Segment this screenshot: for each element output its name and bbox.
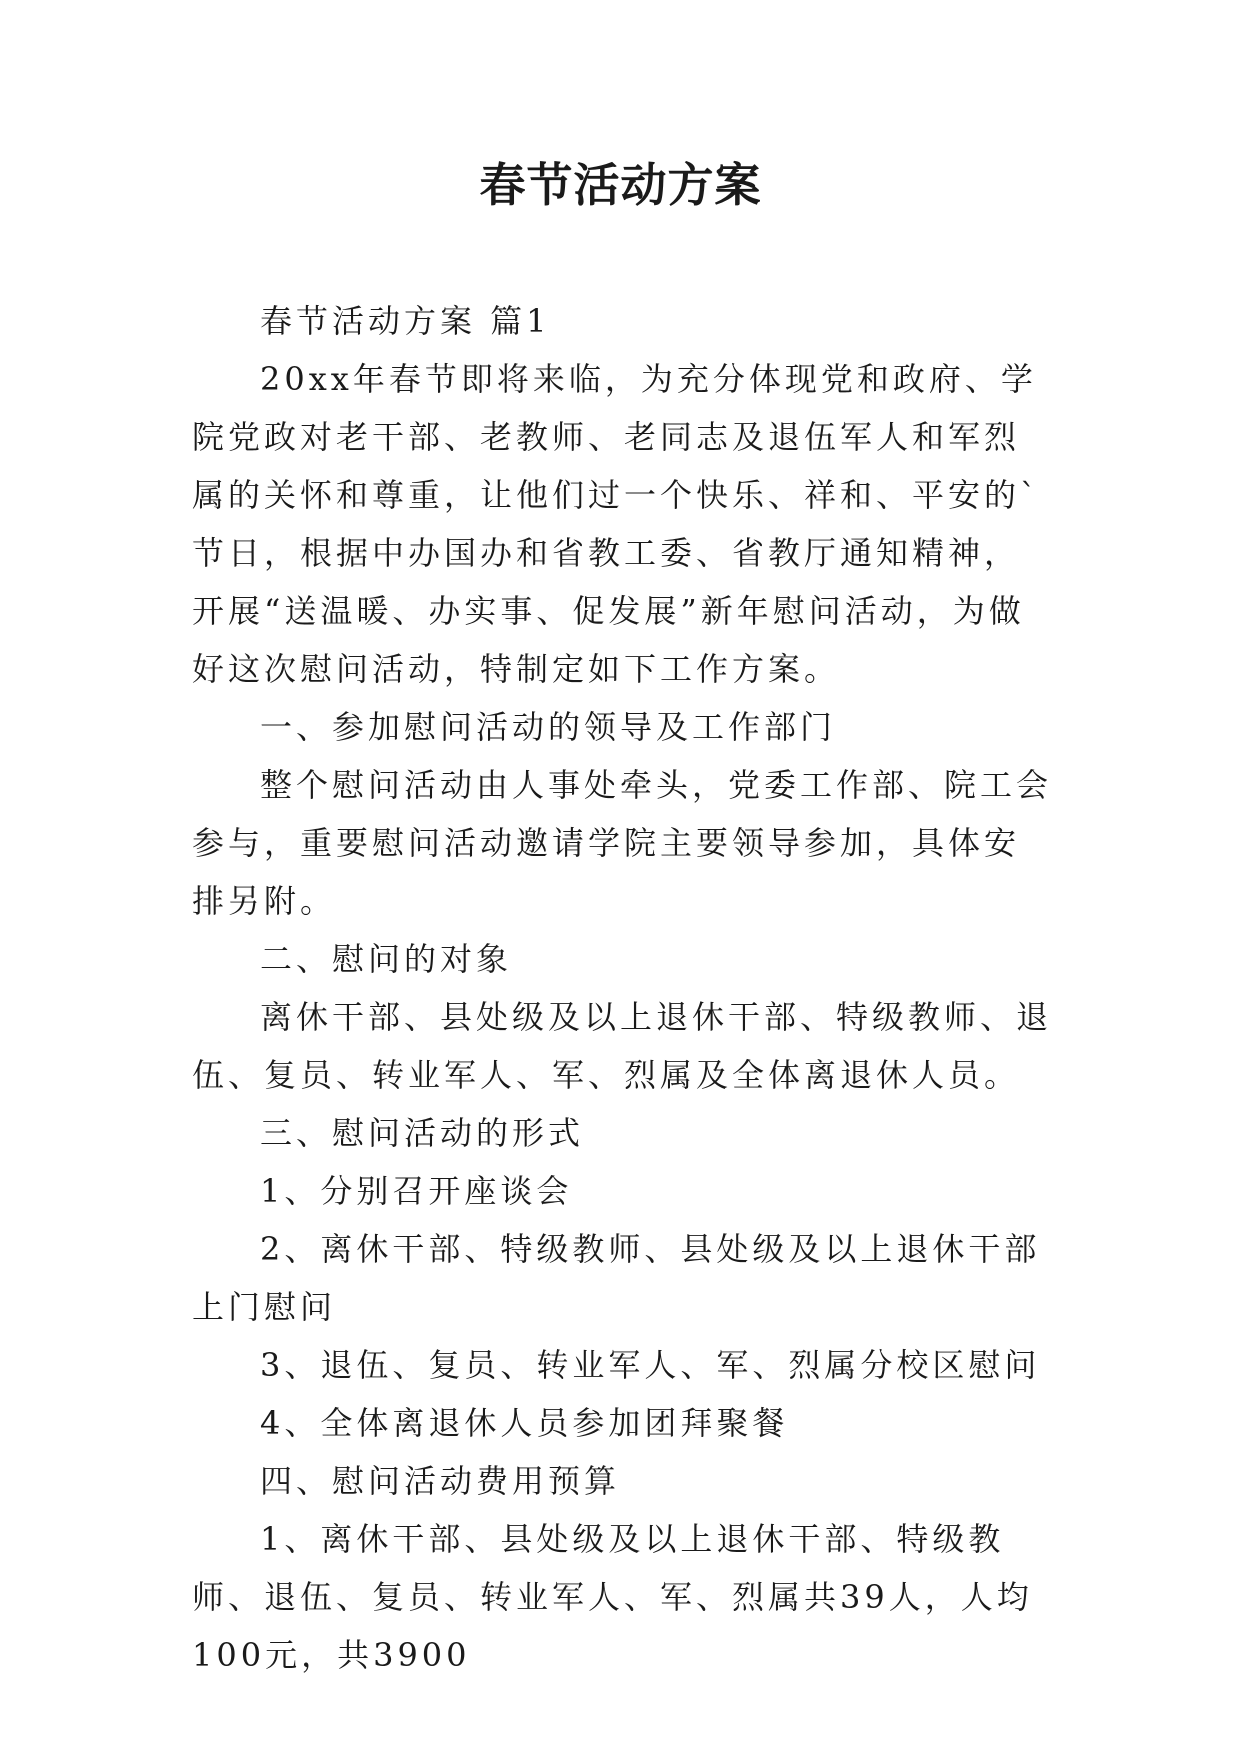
section-heading-article-1: 春节活动方案 篇1 (260, 302, 551, 340)
section-1-paragraph: 整个慰问活动由人事处牵头，党委工作部、院工会参与，重要慰问活动邀请学院主要领导参加，具体安排另附。 (192, 766, 1053, 920)
section-heading-1: 一、参加慰问活动的领导及工作部门 (260, 708, 837, 746)
list-item: 1、分别召开座谈会 (260, 1172, 573, 1210)
list-item: 1、离休干部、县处级及以上退休干部、特级教师、退伍、复员、转业军人、军、烈属共39人，人均100元，共3900 (192, 1520, 1033, 1674)
intro-paragraph: 20xx年春节即将来临，为充分体现党和政府、学院党政对老干部、老教师、老同志及退伍军人和军烈属的关怀和尊重，让他们过一个快乐、祥和、平安的`节日，根据中办国办和省教工委、省教厅通知精神，开展“送温暖、办实事、促发展”新年慰问活动，为做好这次慰问活动，特制定如下工作方案。 (192, 360, 1041, 688)
section-heading-3: 三、慰问活动的形式 (260, 1114, 585, 1152)
section-heading-2: 二、慰问的对象 (260, 940, 513, 978)
section-heading-4: 四、慰问活动费用预算 (260, 1462, 621, 1500)
list-item: 3、退伍、复员、转业军人、军、烈属分校区慰问 (260, 1346, 1041, 1384)
document-title: 春节活动方案 (479, 158, 762, 212)
list-item: 4、全体离退休人员参加团拜聚餐 (260, 1404, 789, 1442)
list-item: 2、离休干部、特级教师、县处级及以上退休干部上门慰问 (192, 1230, 1041, 1326)
document-body (192, 292, 1054, 1684)
section-2-paragraph: 离休干部、县处级及以上退休干部、特级教师、退伍、复员、转业军人、军、烈属及全体离退休人员。 (192, 998, 1053, 1094)
